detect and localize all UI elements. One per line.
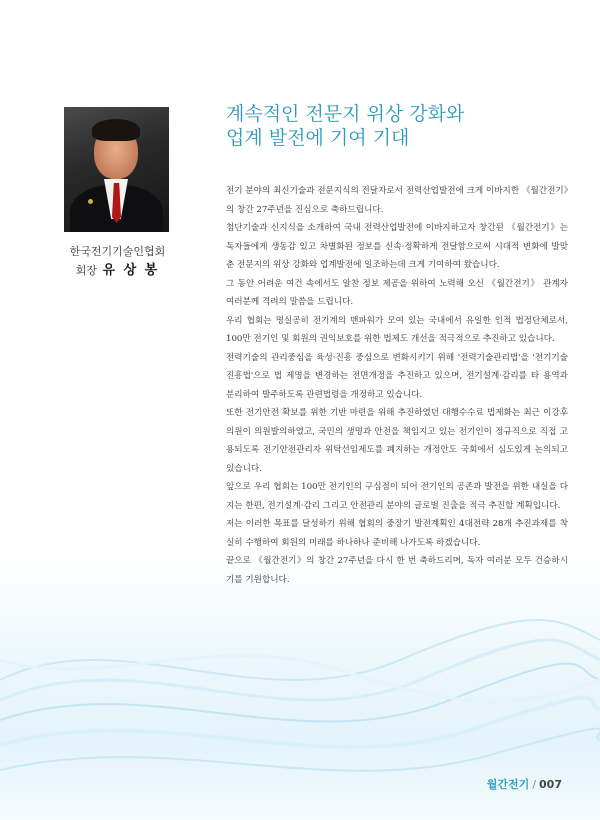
title-line-1: 계속적인 전문지 위상 강화와 <box>226 103 465 125</box>
paragraph: 전기 분야의 최신기술과 전문지식의 전달자로서 전력산업발전에 크게 이바지한 《월간전기》의 창간 27주년을 진심으로 축하드립니다. <box>226 186 568 215</box>
portrait-photo <box>64 107 169 232</box>
page-footer <box>442 776 562 792</box>
caption-role: 회장 <box>75 264 98 277</box>
magazine-name: 월간전기 <box>486 778 530 791</box>
paragraph: 우리 협회는 명실공히 전기계의 맨파워가 모여 있는 국내에서 유일한 인적 법정단체로서, 100만 전기인 및 회원의 권익보호를 위한 법제도 개선을 적극적으로 추진하고 있습니다. <box>226 315 568 344</box>
caption-person-name: 유 상 봉 <box>102 263 160 278</box>
paragraph: 끝으로 《월간전기》의 창간 27주년을 다시 한 번 축하드리며, 독자 여러분 모두 건승하시기를 기원합니다. <box>226 556 568 585</box>
paragraph: 앞으로 우리 협회는 100만 전기인의 구심점이 되어 전기인의 공존과 발전을 위한 내실을 다지는 한편, 전기설계·감리 그리고 안전관리 분야의 글로벌 진출을 적극 추진할 계획입니다. <box>226 482 568 511</box>
caption-organization: 한국전기기술인협회 <box>69 245 166 258</box>
article-body <box>226 182 568 589</box>
page-number: 007 <box>539 778 562 791</box>
paragraph: 또한 전기안전 확보를 위한 기반 마련을 위해 추진하였던 대행수수료 법제화는 최근 이강후 의원이 의원발의하였고, 국민의 생명과 안전을 책임지고 있는 전기인이 정규직으로 직접 고용되도록 전기안전관리자 위탁선임제도를 폐지하는 개정안도 국회에서 심도있게 논의되고 있습니다. <box>226 408 568 474</box>
title-line-2: 업계 발전에 기여 기대 <box>226 127 410 149</box>
paragraph: 저는 이러한 목표를 달성하기 위해 협회의 중장기 발전계획인 4대전략 28개 추진과제를 착실히 수행하여 회원의 미래를 하나하나 준비해 나가도록 하겠습니다. <box>226 519 568 548</box>
paragraph: 그 동안 어려운 여건 속에서도 알찬 정보 제공을 위하여 노력해 오신 《월간전기》 관계자 여러분께 격려의 말씀을 드립니다. <box>226 278 568 307</box>
paragraph: 전력기술의 관리중심을 육성·진흥 중심으로 변화시키기 위해 '전력기술관리법'을 '전기기술진흥법'으로 법 제명을 변경하는 전면개정을 추진하고 있으며, 전기설계·감리를 타 용역과 분리하여 발주하도록 관련법령을 개정하고 있습니다. <box>226 352 568 400</box>
caption-name-line <box>40 259 195 278</box>
article-title <box>226 102 566 150</box>
paragraph: 첨단기술과 신지식을 소개하여 국내 전력산업발전에 이바지하고자 창간된 《월간전기》는 독자들에게 생동감 있고 차별화된 정보를 신속·정확하게 전달함으로써 시대적 변화에 발맞춘 전문지의 위상 강화와 업계발전에 일조하는데 크게 기여하여 왔습니다. <box>226 223 568 270</box>
footer-separator: / <box>532 778 537 791</box>
